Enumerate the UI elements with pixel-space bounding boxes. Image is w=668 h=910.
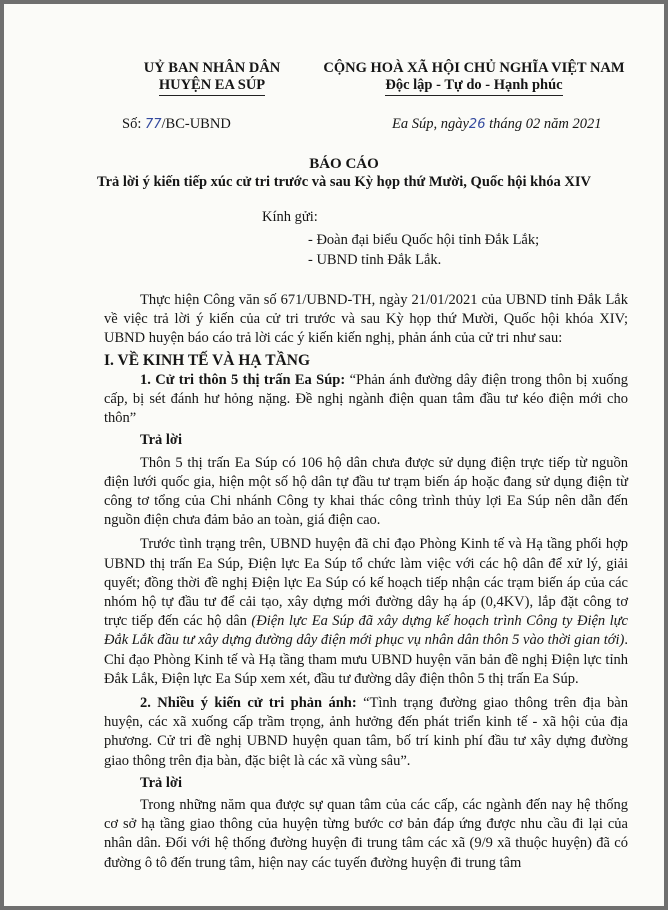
doc-number-prefix: Số: [122,116,142,132]
answer-p2-part-c: . Chỉ đạo Phòng Kinh tế và Hạ tầng tham mưu UBND huyện văn bản đề nghị Điện lực tỉnh Đắk Lắk, Điện lực Ea Súp xem xét, đầu tư đường dây điện thôn 5 thị trấn Ea Súp. [104,632,628,687]
item-2-paragraph [104,694,628,771]
date-prefix: Ea Súp, ngày [392,116,469,132]
document-number [122,116,231,133]
date-suffix: tháng 02 năm 2021 [489,116,602,132]
nation-name: CỘNG HOÀ XÃ HỘI CHỦ NGHĨA VIỆT NAM [323,60,625,76]
motto-line: Độc lập - Tự do - Hạnh phúc [385,77,562,96]
doc-number-suffix: /BC-UBND [161,116,231,132]
answer-p2-italic: (Điện lực Ea Súp đã xây dựng kế hoạch trình Công ty Điện lực Đắk Lắk đầu tư xây dựng đường dây điện mới phục vụ nhân dân thôn 5 vào thời gian tới) [104,613,628,649]
national-motto [304,60,644,96]
answer-p2-part-a: Trước tình trạng trên, UBND huyện đã chỉ đạo Phòng Kinh tế và Hạ tầng phối hợp UBND thị trấn Ea Súp, Điện lực Ea Súp tổ chức làm việc với các hộ dân để xử lý, giải quyết; đồng thời đề nghị Điện lực Ea Súp có kế hoạch tiếp nhận các trạm biến áp của các nhóm hộ tự đầu tư để cải tạo, xây dựng mới đường dây hạ áp (0,4KV), lắp đặt công tơ trực tiếp đến các hộ dân [104,536,628,630]
answer-label: Trả lời [140,774,182,791]
document-date [392,116,601,133]
item-2-text: “Tình trạng đường giao thông trên địa bàn huyện, các xã xuống cấp trầm trọng, ảnh hưởng đến phát triển kinh tế - xã hội của địa phương. Cử tri đề nghị UBND huyện quan tâm, bố trí kinh phí đầu tư xây dựng đường giao thông trên địa bàn, đặc biệt là các xã vùng sâu”. [104,695,628,769]
recipient-item: - Đoàn đại biểu Quốc hội tỉnh Đắk Lắk; [308,232,540,248]
item-2-answer-p1: Trong những năm qua được sự quan tâm của các cấp, các ngành đến nay hệ thống cơ sở hạ tầng giao thông của huyện từng bước cơ bản đáp ứng được nhu cầu đi lại của nhân dân. Đối với hệ thống đường huyện đi trung tâm các xã (9/9 xã thuộc huyện) đã có đường ô tô đến trung tâm, hiện nay các tuyến đường huyện đi trung tâm [104,797,628,871]
item-1-text: “Phản ánh đường dây điện trong thôn bị xuống cấp, bị sét đánh hư hỏng nặng. Đề nghị ngành điện quan tâm đầu tư kéo điện mới cho thôn” [104,371,628,427]
recipients-label: Kính gửi: [262,209,318,225]
date-day-handwritten: 26 [468,117,486,132]
answer-label: Trả lời [140,432,182,449]
recipient-item: - UBND tỉnh Đắk Lắk. [308,252,442,268]
item-1-answer-p1: Thôn 5 thị trấn Ea Súp có 106 hộ dân chưa được sử dụng điện trực tiếp từ nguồn điện lưới quốc gia, hiện một số hộ dân tự đầu tư trạm biến áp hoặc đang sử dụng điện từ công tơ tổng của Chi nhánh Công ty khai thác công trình thủy lợi Ea Súp nên dẫn đến nguồn điện chưa đảm bảo an toàn, giá điện cao. [104,454,628,529]
document-title: BÁO CÁO [309,156,379,172]
intro-paragraph: Thực hiện Công văn số 671/UBND-TH, ngày 21/01/2021 của UBND tỉnh Đắk Lắk về việc trả lời ý kiến của cử tri trước và sau Kỳ họp thứ Mười, Quốc hội khóa XIV; UBND huyện báo cáo trả lời các ý kiến kiến nghị, phản ánh của cử tri như sau: [104,292,628,347]
doc-number-handwritten: 77 [144,117,162,132]
issuing-agency [112,60,312,96]
item-1-answer-p2 [104,535,628,689]
item-1-lead: 1. Cử tri thôn 5 thị trấn Ea Súp: [140,371,346,388]
agency-line-2: HUYỆN EA SÚP [159,77,265,96]
section-heading: I. VỀ KINH TẾ VÀ HẠ TẦNG [104,351,311,369]
document-subtitle: Trả lời ý kiến tiếp xúc cử tri trước và sau Kỳ họp thứ Mười, Quốc hội khóa XIV [96,174,592,190]
item-2-lead: 2. Nhiều ý kiến cử tri phản ánh: [140,695,357,712]
document-page [4,4,664,906]
agency-line-1: UỶ BAN NHÂN DÂN [143,60,281,76]
document-body [104,291,628,873]
item-1-paragraph [104,371,628,429]
